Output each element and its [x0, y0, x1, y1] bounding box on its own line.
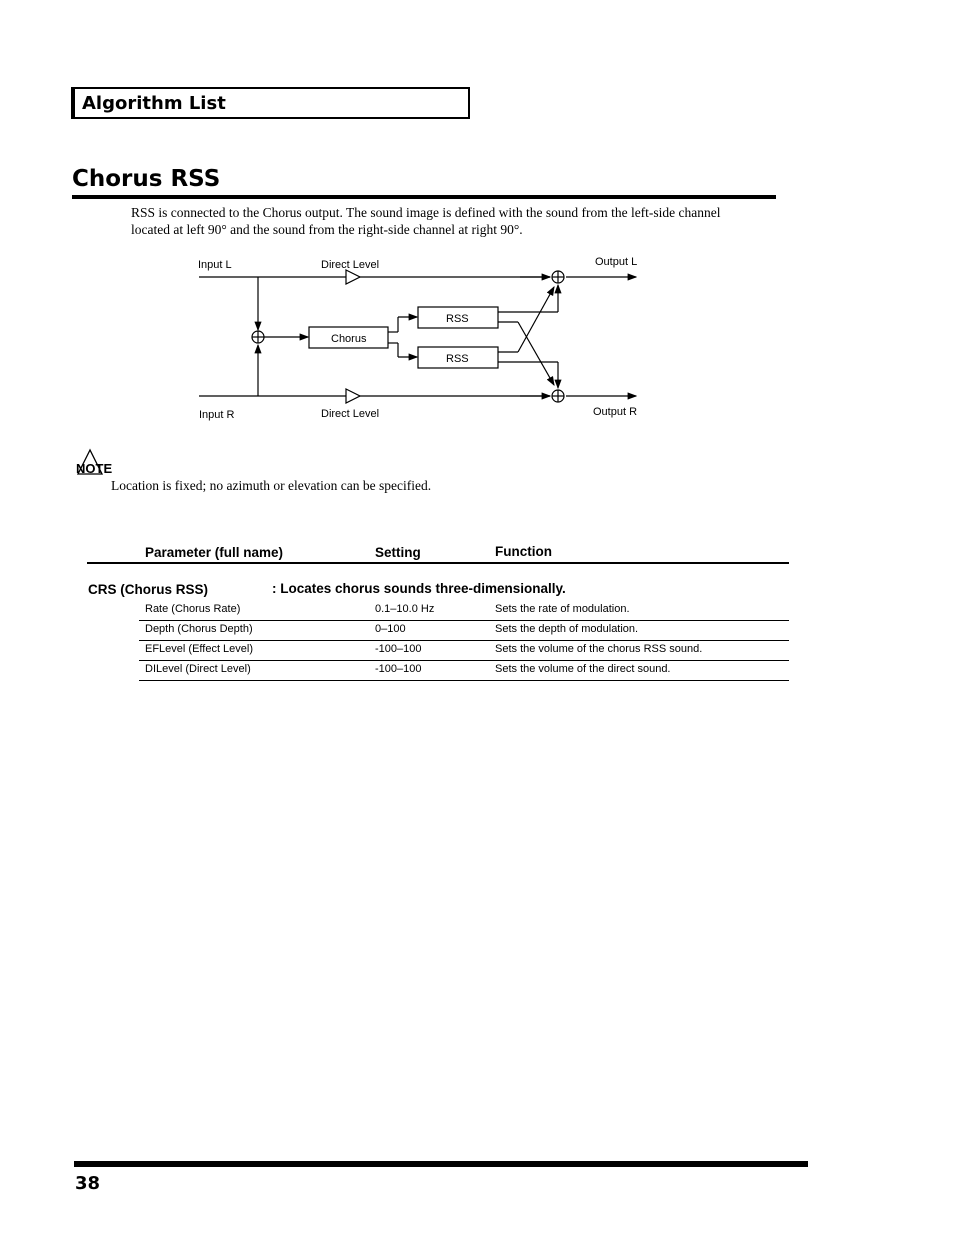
- param-name: Depth (Chorus Depth): [145, 623, 253, 635]
- rss-bottom-label: RSS: [446, 353, 469, 365]
- header-rule: [87, 562, 789, 564]
- group-name: CRS (Chorus RSS): [88, 582, 209, 597]
- input-r-label: Input R: [199, 409, 235, 421]
- header-setting: Setting: [375, 545, 421, 560]
- note-icon: [74, 448, 116, 480]
- direct-level-bottom-label: Direct Level: [321, 408, 380, 420]
- param-setting: 0.1–10.0 Hz: [375, 603, 435, 615]
- header-parameter: Parameter (full name): [145, 545, 284, 560]
- param-function: Sets the volume of the chorus RSS sound.: [495, 643, 703, 655]
- param-function: Sets the depth of modulation.: [495, 623, 639, 635]
- page-number: 38: [75, 1173, 101, 1194]
- param-function: Sets the volume of the direct sound.: [495, 663, 671, 675]
- group-description: : Locates chorus sounds three-dimensionally.: [272, 581, 566, 596]
- chorus-label: Chorus: [331, 333, 367, 345]
- param-function: Sets the rate of modulation.: [495, 603, 630, 615]
- table-row: [139, 620, 789, 641]
- section-label: Algorithm List: [82, 93, 226, 114]
- param-name: DILevel (Direct Level): [145, 663, 251, 675]
- param-setting: 0–100: [375, 623, 406, 635]
- input-l-label: Input L: [198, 259, 232, 271]
- table-row: [139, 660, 789, 681]
- note-text: Location is fixed; no azimuth or elevation can be specified.: [111, 478, 432, 493]
- output-r-label: Output R: [593, 406, 638, 418]
- signal-flow-diagram: [0, 0, 954, 440]
- param-name: Rate (Chorus Rate): [145, 603, 241, 615]
- direct-level-top-triangle: [346, 270, 360, 284]
- param-setting: -100–100: [375, 663, 422, 675]
- header-function: Function: [495, 544, 552, 559]
- param-name: EFLevel (Effect Level): [145, 643, 254, 655]
- direct-level-top-label: Direct Level: [321, 259, 380, 271]
- table-row: [139, 600, 789, 621]
- direct-level-bottom-triangle: [346, 389, 360, 403]
- output-l-label: Output L: [595, 256, 638, 268]
- page-title: Chorus RSS: [72, 166, 221, 192]
- note-icon-label: NOTE: [76, 461, 113, 476]
- table-row: [139, 640, 789, 661]
- intro-paragraph: RSS is connected to the Chorus output. The sound image is defined with the sound from the left-side channel located at left 90° and the sound from the right-side channel at right 90°.: [131, 205, 721, 237]
- footer-rule: [74, 1161, 808, 1167]
- rss-top-label: RSS: [446, 313, 469, 325]
- param-setting: -100–100: [375, 643, 422, 655]
